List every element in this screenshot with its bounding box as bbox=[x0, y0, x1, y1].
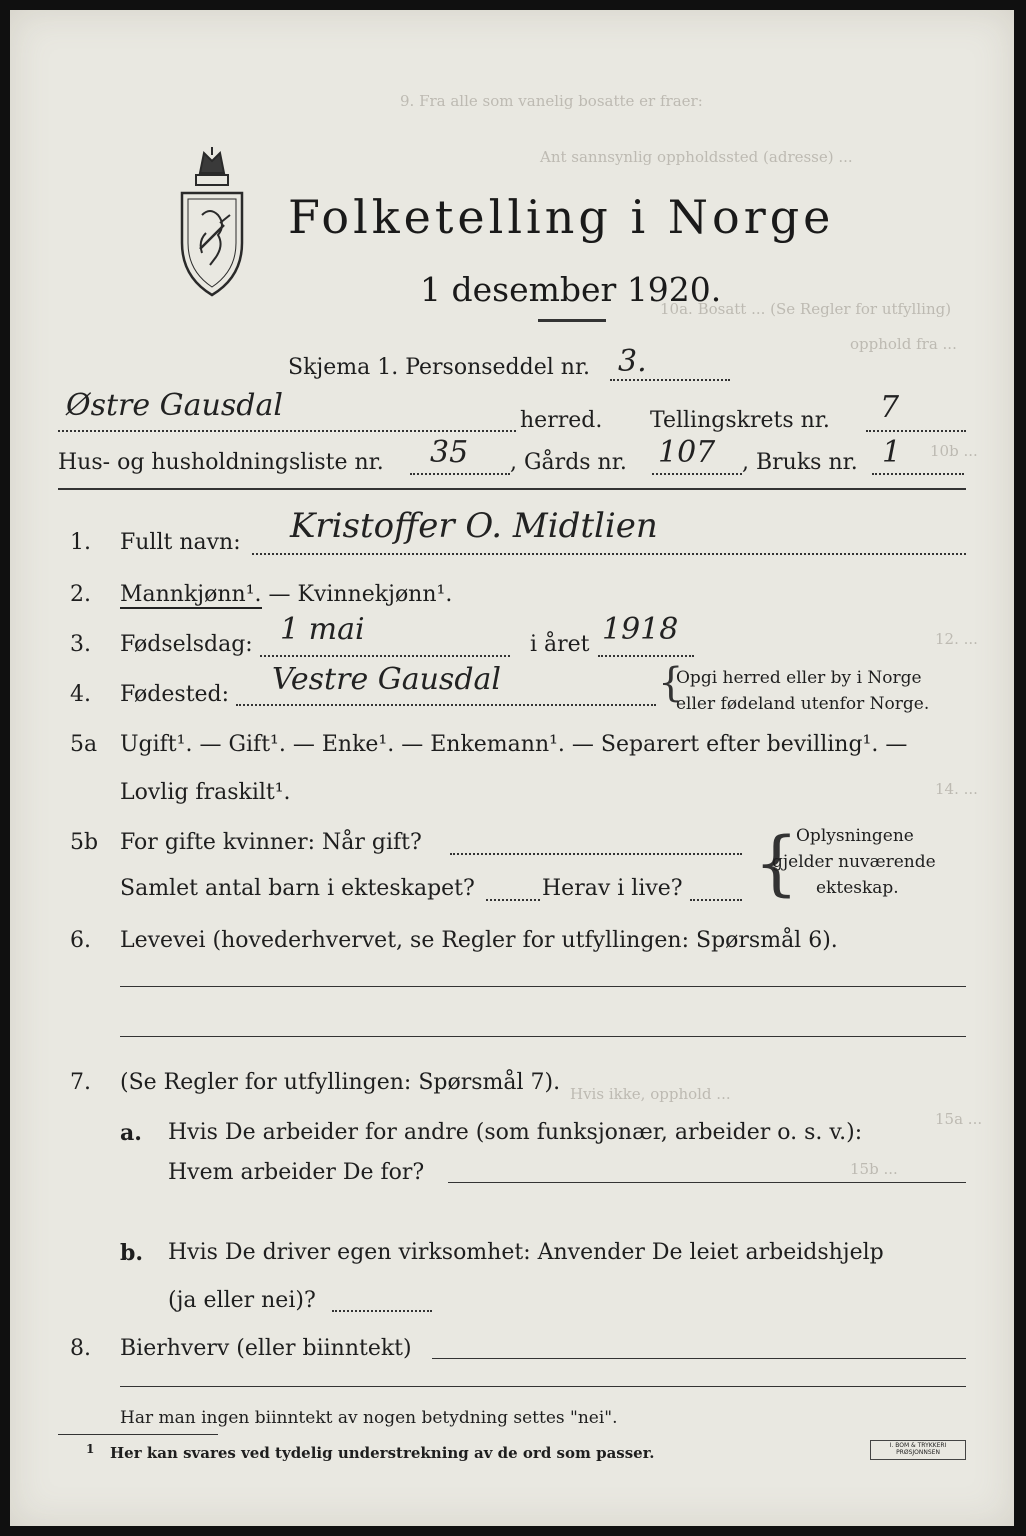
q6-number: 6. bbox=[70, 928, 91, 953]
q7-number: 7. bbox=[70, 1070, 91, 1095]
q5b-children-line bbox=[486, 899, 540, 901]
bruks-line bbox=[872, 473, 964, 475]
q2-options bbox=[120, 582, 452, 607]
tellingskrets-label: Tellingskrets nr. bbox=[650, 408, 830, 433]
household-list-label: Hus- og husholdningsliste nr. bbox=[58, 450, 384, 475]
q6-text: Levevei (hovederhvervet, se Regler for utfyllingen: Spørsmål 6). bbox=[120, 928, 838, 953]
herred-line bbox=[58, 430, 516, 432]
q1-full-name-value: Kristoffer O. Midtlien bbox=[290, 506, 658, 546]
q3-birthday-value: 1 mai bbox=[280, 612, 365, 647]
q3-year-line bbox=[598, 655, 694, 657]
person-nr-value: 3. bbox=[618, 344, 647, 379]
q5b-note2: gjelder nuværende bbox=[772, 852, 936, 872]
bleed-text: 10b ... bbox=[930, 442, 978, 460]
q1-number: 1. bbox=[70, 530, 91, 555]
q5a-line2: Lovlig fraskilt¹. bbox=[120, 780, 291, 805]
q4-label: Fødested: bbox=[120, 682, 230, 707]
footnote-rule bbox=[58, 1434, 218, 1435]
title-rule bbox=[538, 319, 606, 322]
q7a-answer-line bbox=[448, 1182, 966, 1183]
gards-value: 107 bbox=[658, 435, 716, 470]
q3-year-label: i året bbox=[530, 632, 590, 657]
q4-line bbox=[236, 704, 656, 706]
q3-number: 3. bbox=[70, 632, 91, 657]
q5b-when-line bbox=[450, 853, 742, 855]
tellingskrets-value: 7 bbox=[880, 390, 900, 425]
q5b-alive-label: Herav i live? bbox=[542, 876, 683, 901]
q2-separator: — bbox=[261, 582, 298, 607]
nei-note: Har man ingen biinntekt av nogen betydning settes "nei". bbox=[120, 1408, 618, 1428]
census-date: 1 desember 1920. bbox=[420, 270, 722, 309]
q5a-line1: Ugift¹. — Gift¹. — Enke¹. — Enkemann¹. — Separert efter bevilling¹. — bbox=[120, 732, 908, 757]
bleed-text: 15b ... bbox=[850, 1160, 898, 1178]
schema-label: Skjema 1. Personseddel nr. bbox=[288, 355, 591, 380]
q7b-answer-line bbox=[332, 1310, 432, 1312]
bleed-text: 10a. Bosatt ... (Se Regler for utfylling) bbox=[660, 300, 952, 318]
q5b-children-label: Samlet antal barn i ekteskapet? bbox=[120, 876, 475, 901]
bleed-text: 12. ... bbox=[935, 630, 978, 648]
q5b-number: 5b bbox=[70, 830, 99, 855]
q5b-line1: For gifte kvinner: Når gift? bbox=[120, 830, 422, 855]
q7b-label: b. bbox=[120, 1240, 144, 1266]
q3-year-value: 1918 bbox=[602, 612, 679, 647]
bruks-label: , Bruks nr. bbox=[742, 450, 858, 475]
bleed-text: opphold fra ... bbox=[850, 335, 957, 353]
q3-label: Fødselsdag: bbox=[120, 632, 253, 657]
q3-day-line bbox=[260, 655, 510, 657]
q7b-line2: (ja eller nei)? bbox=[168, 1288, 316, 1313]
bruks-value: 1 bbox=[882, 435, 902, 470]
bleed-text: Ant sannsynlig oppholdssted (adresse) ... bbox=[540, 148, 853, 166]
q5b-note1: Oplysningene bbox=[796, 826, 914, 846]
census-form-sheet bbox=[10, 10, 1014, 1526]
q7a-line2: Hvem arbeider De for? bbox=[168, 1160, 425, 1185]
bleed-text: 14. ... bbox=[935, 780, 978, 798]
q5b-brace: { bbox=[754, 822, 799, 904]
herred-label: herred. bbox=[520, 408, 603, 433]
header-separator bbox=[58, 488, 966, 490]
form-title: Folketelling i Norge bbox=[288, 190, 835, 244]
herred-value: Østre Gausdal bbox=[66, 388, 283, 423]
q1-label: Fullt navn: bbox=[120, 530, 241, 555]
bleed-text: 9. Fra alle som vanelig bosatte er fraer: bbox=[400, 92, 703, 110]
q2-number: 2. bbox=[70, 582, 91, 607]
q8-answer-line1 bbox=[432, 1358, 966, 1359]
household-list-value: 35 bbox=[430, 435, 469, 470]
bleed-text: 15a ... bbox=[935, 1110, 983, 1128]
q4-number: 4. bbox=[70, 682, 91, 707]
q5b-alive-line bbox=[690, 899, 742, 901]
q7a-line1: Hvis De arbeider for andre (som funksjonær, arbeider o. s. v.): bbox=[168, 1120, 863, 1145]
q7b-line1: Hvis De driver egen virksomhet: Anvender De leiet arbeidshjelp bbox=[168, 1240, 884, 1265]
norwegian-coat-of-arms-icon bbox=[170, 145, 254, 305]
q6-answer-line1 bbox=[120, 986, 966, 987]
q5a-number: 5a bbox=[70, 732, 98, 757]
bleed-text: Hvis ikke, opphold ... bbox=[570, 1085, 731, 1103]
female-option: Kvinnekjønn¹. bbox=[297, 582, 453, 607]
household-list-line bbox=[410, 473, 510, 475]
q4-note-line1: Opgi herred eller by i Norge bbox=[676, 668, 922, 688]
q7-text: (Se Regler for utfyllingen: Spørsmål 7). bbox=[120, 1070, 561, 1095]
q8-number: 8. bbox=[70, 1336, 91, 1361]
q7a-label: a. bbox=[120, 1120, 142, 1146]
q5b-note3: ekteskap. bbox=[816, 878, 899, 898]
gards-line bbox=[652, 473, 742, 475]
q1-line bbox=[252, 553, 966, 555]
q6-answer-line2 bbox=[120, 1036, 966, 1037]
q4-birthplace-value: Vestre Gausdal bbox=[272, 662, 501, 697]
male-option-underlined: Mannkjønn¹. bbox=[120, 582, 262, 607]
tellingskrets-line bbox=[866, 430, 966, 432]
footnote-mark: 1 bbox=[86, 1442, 95, 1456]
q8-text: Bierhverv (eller biinntekt) bbox=[120, 1336, 412, 1361]
q4-note-line2: eller fødeland utenfor Norge. bbox=[676, 694, 930, 714]
footnote-text: Her kan svares ved tydelig understrekning av de ord som passer. bbox=[110, 1444, 655, 1462]
printer-stamp: I. BOM & TRYKKERI PRØSJONNSEN bbox=[870, 1440, 966, 1460]
gards-label: , Gårds nr. bbox=[510, 450, 627, 475]
q4-brace: { bbox=[658, 660, 684, 706]
person-nr-line bbox=[610, 379, 730, 381]
q8-answer-line2 bbox=[120, 1386, 966, 1387]
